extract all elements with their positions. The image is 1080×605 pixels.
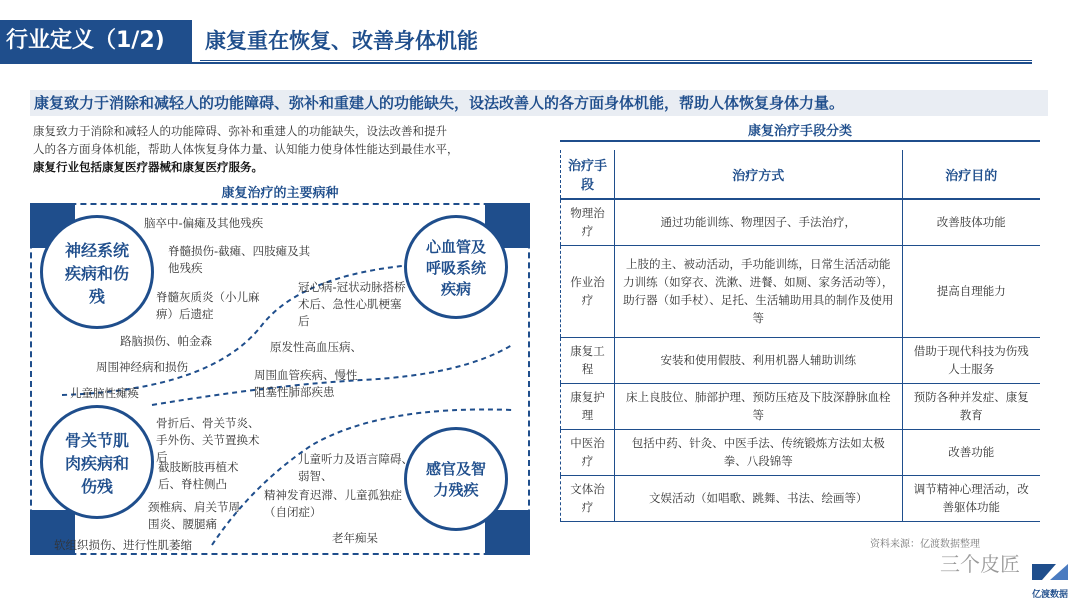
source-note: 资料来源：亿渡数据整理 <box>870 539 980 550</box>
cell-goal: 借助于现代科技为伤残人士服务 <box>902 337 1040 383</box>
table-row <box>561 383 1041 429</box>
circle-sense: 感官及智力残疾 <box>404 427 508 531</box>
column-header: 治疗目的 <box>902 150 1040 199</box>
disease-item: 路脑损伤、帕金森 <box>120 334 212 348</box>
disease-item: 儿童脑性瘫痪 <box>70 386 139 400</box>
cell-goal: 提高自理能力 <box>902 245 1040 337</box>
treatment-table <box>560 150 1040 522</box>
intro-paragraph <box>33 122 533 176</box>
cell-method: 床上良肢位、肺部护理、预防压疮及下肢深静脉血栓等 <box>614 383 902 429</box>
disease-item: 冠心病-冠状动脉搭桥术后、急性心肌梗塞后 <box>298 280 406 328</box>
disease-item: 骨折后、骨关节炎、手外伤、关节置换术后 <box>156 416 260 464</box>
circle-cardio: 心血管及呼吸系统疾病 <box>404 215 508 319</box>
table-row <box>561 245 1041 337</box>
cell-means: 物理治疗 <box>561 199 615 245</box>
circle-neuro: 神经系统疾病和伤残 <box>40 215 154 329</box>
disease-panel <box>30 203 530 555</box>
disease-item: 脊髓灰质炎（小儿麻痹）后遗症 <box>156 290 260 321</box>
logo-icon <box>1028 560 1072 584</box>
logo-text: 亿渡数据 <box>1031 590 1068 600</box>
column-header: 治疗方式 <box>614 150 902 199</box>
disease-item: 截肢断肢再植术后、脊柱侧凸 <box>158 460 239 491</box>
disease-item: 脑卒中-偏瘫及其他残疾 <box>144 216 264 230</box>
section-title: 行业定义（1/2) <box>0 20 192 62</box>
treatment-title-rule <box>560 140 1040 142</box>
circle-bone: 骨关节肌肉疾病和伤残 <box>40 405 154 519</box>
intro-line-2: 人的各方面身体机能，帮助人体恢复身体力量、认知能力使身体性能达到最佳水平， <box>33 142 459 156</box>
brand-logo <box>1028 560 1072 600</box>
cell-method: 通过功能训练、物理因子、手法治疗， <box>614 199 902 245</box>
disease-item: 周围血管疾病、慢性阻塞性肺部疾患 <box>254 368 358 399</box>
watermark: 三个皮匠 <box>940 552 1020 576</box>
header-divider <box>0 62 1032 64</box>
column-header: 治疗手段 <box>561 150 615 199</box>
intro-line-3: 康复行业包括康复医疗器械和康复医疗服务。 <box>33 160 263 174</box>
cell-goal: 改善肢体功能 <box>902 199 1040 245</box>
disease-item: 颈椎病、肩关节周围炎、腰腿痛 <box>148 500 240 531</box>
cell-goal: 调节精神心理活动，改善躯体功能 <box>902 475 1040 521</box>
cell-means: 作业治疗 <box>561 245 615 337</box>
cell-goal: 预防各种并发症、康复教育 <box>902 383 1040 429</box>
disease-item: 原发性高血压病、 <box>270 340 362 354</box>
summary-banner: 康复致力于消除和减轻人的功能障碍、弥补和重建人的功能缺失，设法改善人的各方面身体机能，帮助人体恢复身体力量。 <box>30 90 1048 116</box>
cell-method: 上肢的主、被动活动，手功能训练，日常生活活动能力训练（如穿衣、洗漱、进餐、如厕、家务活动等），助行器（如手杖）、足托、生活辅助用具的制作及使用等 <box>614 245 902 337</box>
table-header-row <box>561 150 1041 199</box>
header-divider-thin <box>200 60 1032 61</box>
table-row <box>561 337 1041 383</box>
table-row <box>561 475 1041 521</box>
disease-item: 老年痴呆 <box>332 531 378 545</box>
treatment-title: 康复治疗手段分类 <box>747 124 852 139</box>
cell-means: 康复护理 <box>561 383 615 429</box>
cell-means: 文体治疗 <box>561 475 615 521</box>
cell-method: 安装和使用假肢、利用机器人辅助训练 <box>614 337 902 383</box>
table-row <box>561 429 1041 475</box>
cell-means: 中医治疗 <box>561 429 615 475</box>
cell-goal: 改善功能 <box>902 429 1040 475</box>
cell-method: 包括中药、针灸、中医手法、传统锻炼方法如太极拳、八段锦等 <box>614 429 902 475</box>
disease-item: 软组织损伤、进行性肌萎缩 <box>54 538 192 552</box>
diseases-title: 康复治疗的主要病种 <box>221 186 339 201</box>
cell-method: 文娱活动（如唱歌、跳舞、书法、绘画等） <box>614 475 902 521</box>
disease-item: 脊髓损伤-截瘫、四肢瘫及其他残疾 <box>168 244 311 275</box>
table-row <box>561 199 1041 245</box>
intro-line-1: 康复致力于消除和减轻人的功能障碍、弥补和重建人的功能缺失，设法改善和提升 <box>33 124 447 138</box>
page-title: 康复重在恢复、改善身体机能 <box>205 29 478 53</box>
disease-item: 儿童听力及语言障碍、弱智、 <box>298 452 413 483</box>
cell-means: 康复工程 <box>561 337 615 383</box>
disease-item: 周围神经病和损伤 <box>96 360 188 374</box>
disease-item: 精神发育迟滞、儿童孤独症（自闭症） <box>264 488 402 519</box>
